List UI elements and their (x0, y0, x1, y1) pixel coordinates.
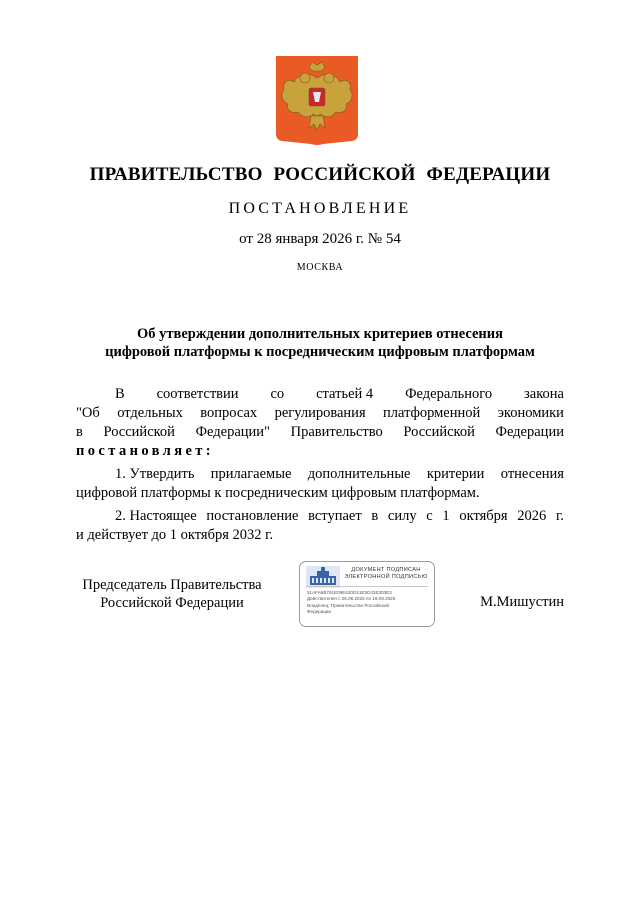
word: г. (555, 508, 564, 524)
subject-line: Об утверждении дополнительных критериев отнесения (137, 326, 503, 342)
certificate-owner: Владелец: Правительство Российской (307, 602, 389, 608)
preamble-line (76, 423, 564, 442)
word: статьей 4 (316, 386, 374, 402)
subject-line: цифровой платформы к посредническим цифровым платформам (105, 344, 535, 360)
word: В (115, 386, 125, 402)
document-date-number: от 28 января 2026 г. № 54 (239, 231, 401, 247)
word: вопросах (200, 405, 258, 421)
item-2-line: и действует до 1 октября 2032 г. (76, 527, 274, 543)
word: закона (524, 386, 564, 402)
word: 1. Утвердить (115, 466, 195, 482)
certificate-owner: Федерации (307, 609, 332, 615)
stamp-divider (306, 586, 428, 587)
word: Правительство (290, 424, 383, 440)
word: экономики (497, 405, 564, 421)
preamble-line (76, 404, 564, 423)
word: Федерации (495, 424, 564, 440)
signatory-name: М.Мишустин (480, 594, 564, 610)
word: платформенной (383, 405, 481, 421)
word: регулирования (274, 405, 366, 421)
certificate-validity: Действителен с 26.06.2025 по 19.09.2026 (307, 596, 396, 602)
word: вступает (308, 508, 362, 524)
preamble-line (76, 385, 564, 404)
signatory-position-line: Российской Федерации (100, 595, 244, 611)
government-title: ПРАВИТЕЛЬСТВО РОССИЙСКОЙ ФЕДЕРАЦИИ (89, 164, 551, 185)
document-body (76, 385, 564, 545)
certificate-serial: 51AFA6B781E09E420D41E5D43E303E3 (307, 590, 392, 595)
word: постановление (206, 508, 299, 524)
stamp-details (307, 590, 431, 616)
word: Федерации" (195, 424, 270, 440)
stamp-title-line: ДОКУМЕНТ ПОДПИСАН (351, 567, 421, 573)
word: Федерального (405, 386, 493, 402)
word: Российской (103, 424, 175, 440)
word: в (76, 424, 83, 440)
word: дополнительные (307, 466, 411, 482)
stamp-title-line: ЭЛЕКТРОННОЙ ПОДПИСЬЮ (344, 574, 428, 580)
word: 2026 (517, 508, 547, 524)
state-emblem-icon (276, 56, 358, 146)
stamp-title (342, 567, 430, 581)
document-subject (60, 325, 580, 361)
word: отнесения (500, 466, 564, 482)
word: соответствии (156, 386, 239, 402)
word: со (270, 386, 285, 402)
item-1-line (76, 465, 564, 484)
word: в (371, 508, 379, 524)
government-building-icon (306, 566, 340, 588)
word: октября (459, 508, 508, 524)
signatory-position-line: Председатель Правительства (82, 577, 262, 593)
word: отдельных (117, 405, 183, 421)
document-city: МОСКВА (296, 262, 344, 273)
electronic-signature-stamp (299, 561, 435, 627)
resolves-keyword: постановляет: (76, 443, 215, 459)
word: 2. Настоящее (115, 508, 197, 524)
word: критерии (426, 466, 485, 482)
word: силу (387, 508, 417, 524)
word: прилагаемые (210, 466, 292, 482)
document-type: ПОСТАНОВЛЕНИЕ (228, 200, 412, 217)
item-2-line (76, 507, 564, 526)
item-1-line: цифровой платформы к посредническим цифровым платформам. (76, 485, 480, 501)
word: "Об (76, 405, 100, 421)
word: Российской (403, 424, 475, 440)
signatory-position (72, 576, 272, 612)
word: 1 (442, 508, 450, 524)
word: с (426, 508, 433, 524)
